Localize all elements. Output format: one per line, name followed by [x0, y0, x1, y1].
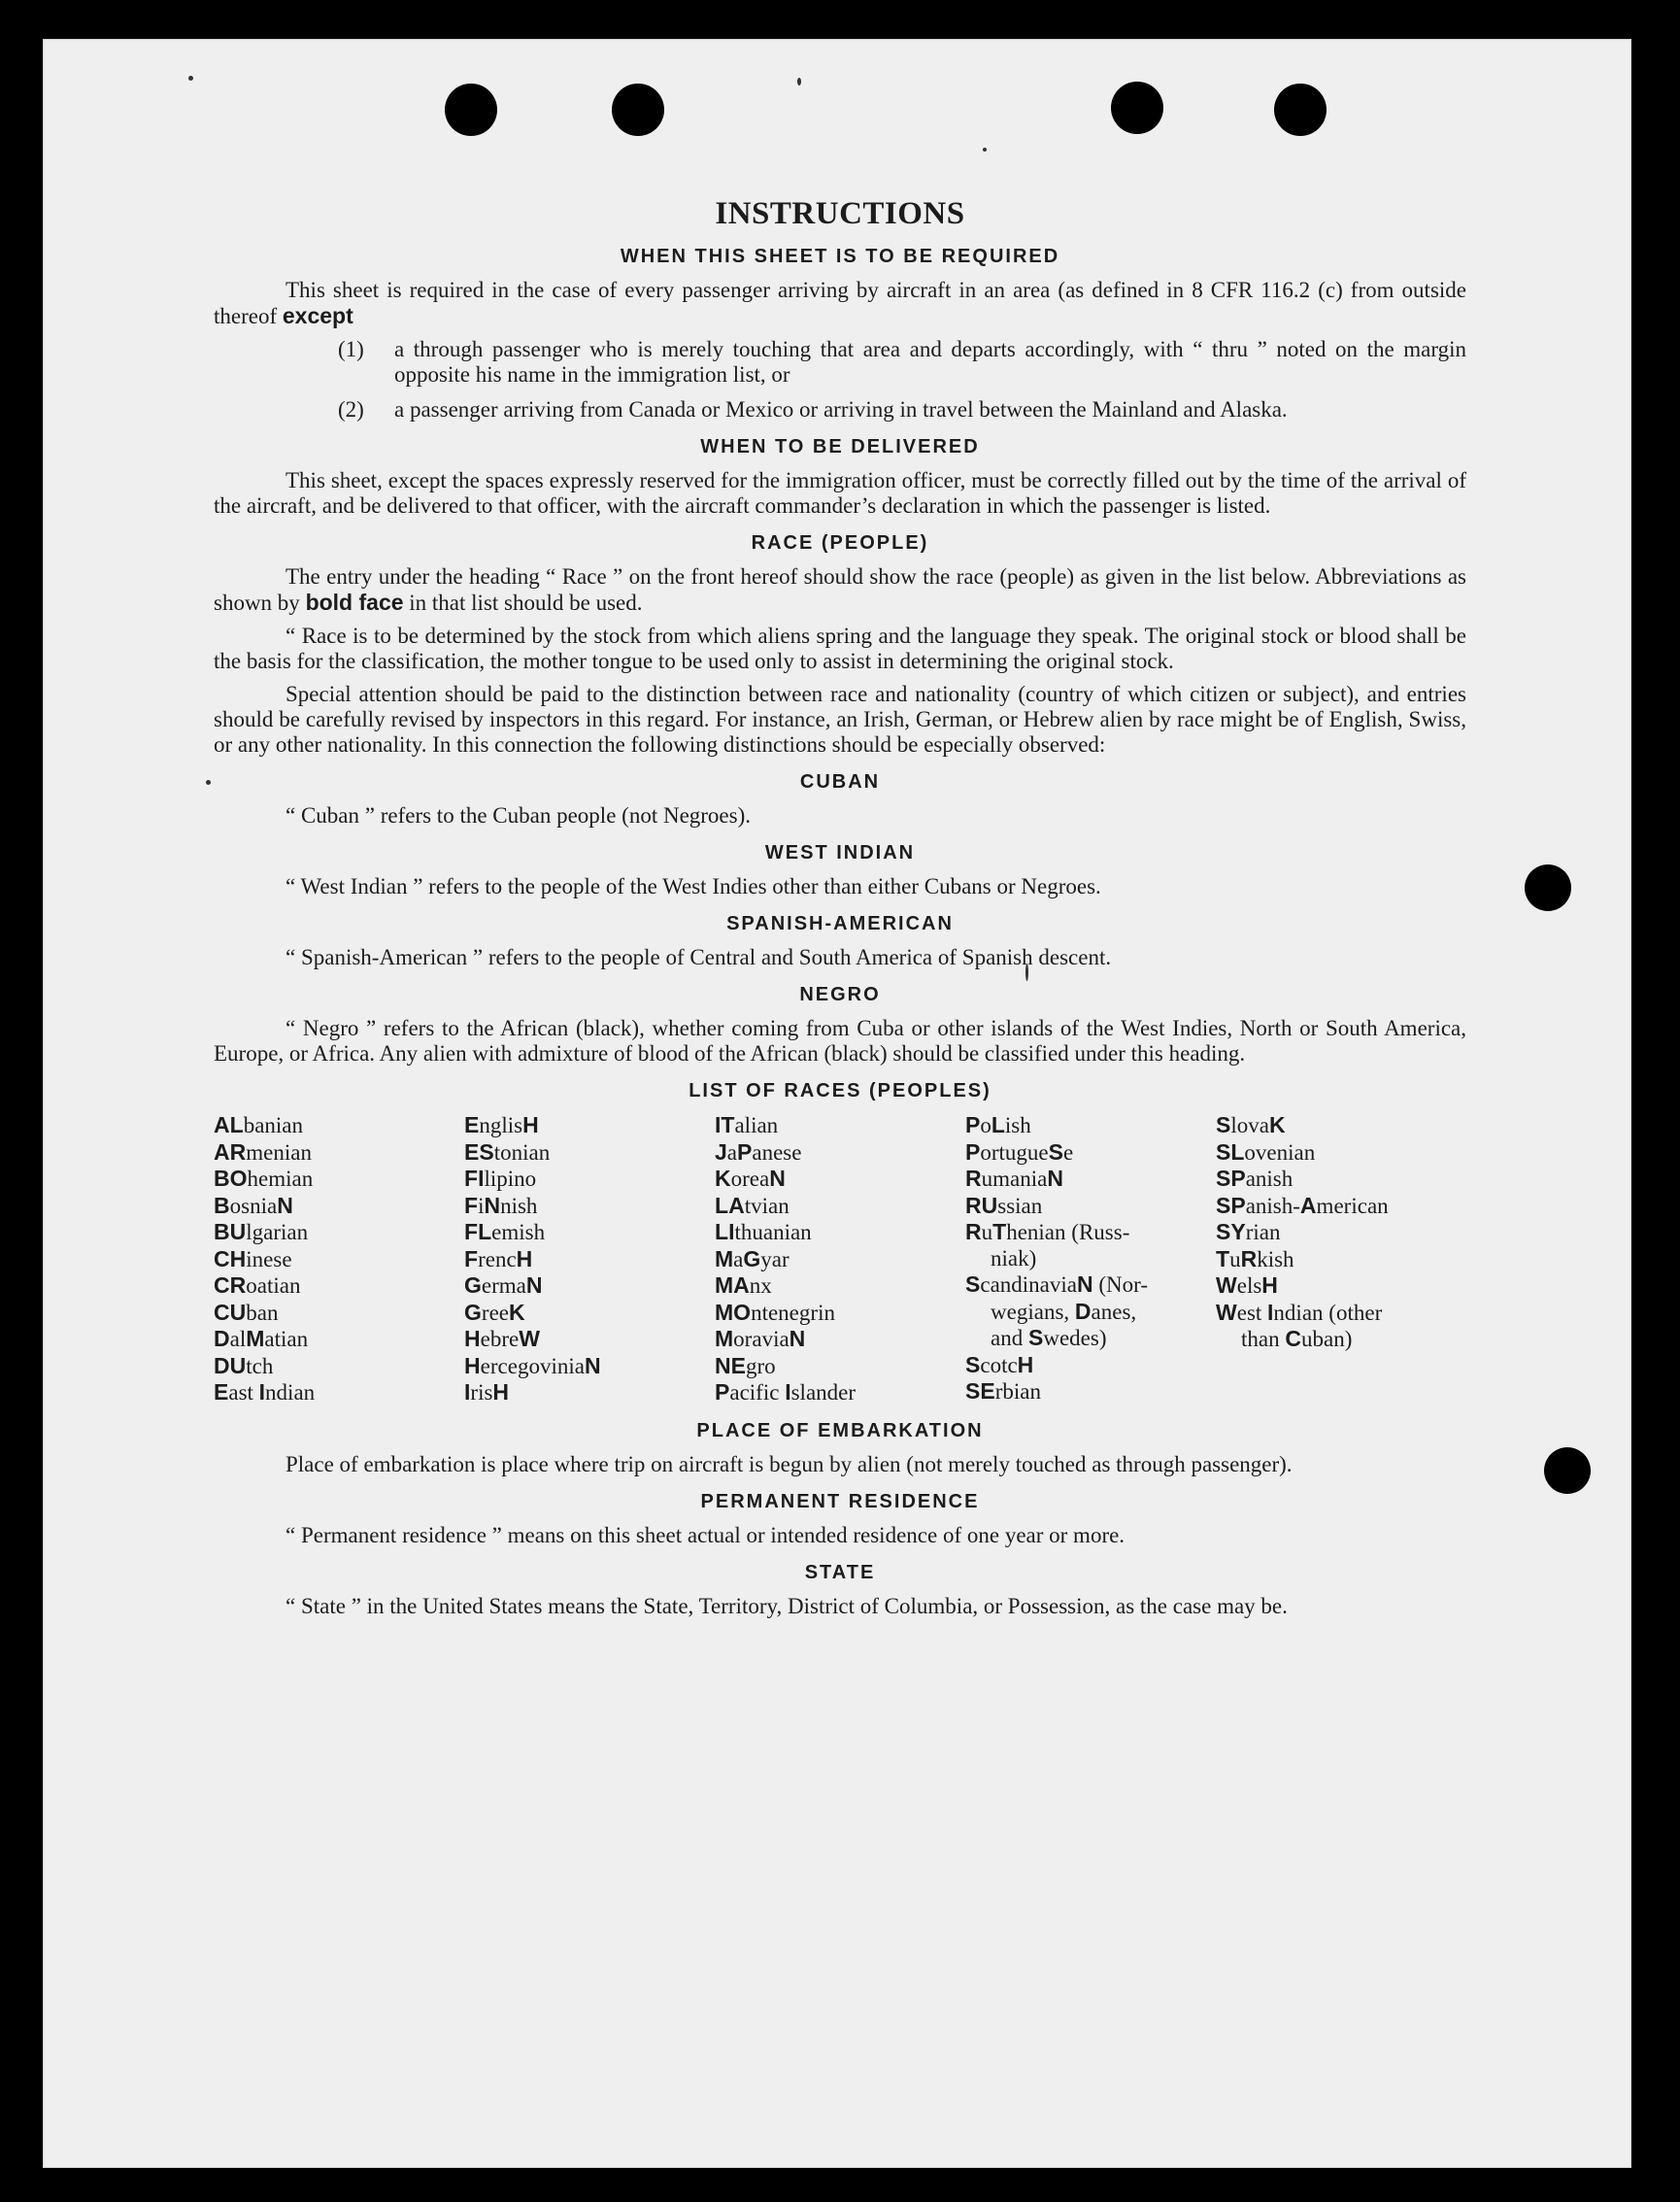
race-entry: JaPanese	[715, 1138, 802, 1165]
paragraph: “ Race is to be determined by the stock from which aliens spring and the language they speak. The original stock or blood shall be the basis for the classification, the mother tongue to be used only to assist in determining the original stock.	[214, 624, 1466, 673]
race-entry: FIlipino	[464, 1166, 537, 1191]
punch-hole	[1525, 864, 1571, 911]
race-entry: CHinese	[214, 1245, 292, 1271]
speck	[206, 780, 211, 785]
race-entry: FrencH	[464, 1245, 533, 1271]
paragraph: The entry under the heading “ Race ” on the front hereof should show the race (people) as given in the list below. Abbreviations as shown by bold face in that list should be used.	[214, 564, 1466, 615]
punch-hole	[1274, 84, 1327, 136]
race-entry: Pacific Islander	[715, 1379, 857, 1405]
race-entry: wegians, Danes,	[991, 1298, 1137, 1324]
race-entry: RuThenian (Russ-	[965, 1219, 1130, 1244]
race-column	[1216, 1112, 1466, 1406]
emphasis: except	[282, 303, 353, 328]
race-entry: FLemish	[464, 1219, 546, 1244]
race-entry: SlovaK	[1216, 1112, 1286, 1137]
section-heading: NEGRO	[799, 984, 881, 1005]
race-entry: ARmenian	[214, 1138, 312, 1165]
race-column	[464, 1112, 715, 1406]
list-item: (1) a through passenger who is merely touching that area and departs accordingly, with “ thru ” noted on the margin opposite his name in the immigration list, or	[338, 337, 1466, 387]
race-entry: and Swedes)	[991, 1325, 1107, 1350]
section-heading: STATE	[804, 1561, 876, 1583]
race-entry: CUban	[214, 1299, 279, 1325]
section-heading: SPANISH-AMERICAN	[726, 913, 954, 934]
race-entry: KoreaN	[715, 1166, 786, 1191]
paragraph: Place of embarkation is place where trip on aircraft is begun by alien (not merely touched as through passenger).	[286, 1451, 1293, 1476]
punch-hole	[1544, 1447, 1591, 1494]
punch-hole	[612, 84, 664, 136]
paragraph: “ Permanent residence ” means on this sheet actual or intended residence of one year or more.	[286, 1522, 1126, 1547]
race-entry: SLovenian	[1216, 1138, 1316, 1165]
race-entry: HercegoviniaN	[464, 1352, 601, 1378]
race-entry: MoraviaN	[715, 1326, 806, 1351]
race-entry: RumaniaN	[965, 1166, 1063, 1191]
race-entry: SYrian	[1216, 1219, 1281, 1244]
race-entry: SPanish	[1216, 1166, 1294, 1191]
paragraph: “ State ” in the United States means the State, Territory, District of Columbia, or Possession, as the case may be.	[286, 1593, 1288, 1618]
race-entry: BOhemian	[214, 1166, 314, 1191]
section-heading: PLACE OF EMBARKATION	[696, 1419, 984, 1441]
race-column	[214, 1112, 464, 1406]
page-title: INSTRUCTIONS	[715, 196, 965, 231]
paragraph: “ Cuban ” refers to the Cuban people (not Negroes).	[286, 803, 752, 828]
race-entry: HebreW	[464, 1326, 540, 1351]
races-list	[214, 1112, 1466, 1406]
paragraph: “ Negro ” refers to the African (black), whether coming from Cuba or other islands of the West Indies, North or South America, Europe, or Africa. Any alien with admixture of blood of the African (black) should be classified under this heading.	[214, 1016, 1466, 1066]
punch-hole	[445, 84, 497, 136]
race-entry: East Indian	[214, 1379, 316, 1405]
speck	[188, 76, 193, 81]
list-item: (2) a passenger arriving from Canada or Mexico or arriving in travel between the Mainland and Alaska.	[338, 397, 1288, 422]
race-entry: LAtvian	[715, 1192, 790, 1218]
section-heading: PERMANENT RESIDENCE	[700, 1490, 980, 1512]
race-entry: ScandinaviaN (Nor-	[965, 1271, 1149, 1297]
race-entry: TuRkish	[1216, 1245, 1294, 1271]
race-entry: RUssian	[965, 1192, 1043, 1218]
emphasis: bold face	[305, 590, 404, 615]
race-entry: ScotcH	[965, 1351, 1034, 1377]
race-entry: MOntenegrin	[715, 1299, 835, 1325]
race-entry: MaGyar	[715, 1245, 790, 1271]
race-entry: CRoatian	[214, 1272, 301, 1298]
race-entry: West Indian (other	[1216, 1299, 1383, 1325]
punch-hole	[1111, 82, 1163, 134]
race-entry: FiNnish	[464, 1192, 538, 1218]
paragraph: “ West Indian ” refers to the people of the West Indies other than either Cubans or Negroes.	[286, 874, 1101, 898]
paragraph: This sheet is required in the case of every passenger arriving by aircraft in an area (as defined in 8 CFR 116.2 (c) from outside thereof except	[214, 278, 1466, 328]
section-heading: RACE (PEOPLE)	[751, 532, 929, 554]
race-entry: MAnx	[715, 1272, 772, 1298]
section-heading: LIST OF RACES (PEOPLES)	[689, 1080, 991, 1101]
race-entry: ALbanian	[214, 1112, 304, 1137]
section-heading: CUBAN	[799, 771, 881, 793]
race-entry: ITalian	[715, 1112, 779, 1137]
paragraph: “ Spanish-American ” refers to the people of Central and South America of Spanish descent.	[286, 945, 1112, 969]
race-entry: than Cuban)	[1241, 1326, 1353, 1351]
race-entry: EStonian	[464, 1138, 551, 1165]
race-entry: EnglisH	[464, 1112, 539, 1137]
race-entry: DalMatian	[214, 1326, 309, 1351]
speck	[797, 78, 801, 85]
race-entry: GermaN	[464, 1272, 543, 1298]
race-entry: LIthuanian	[715, 1219, 812, 1244]
paragraph: Special attention should be paid to the distinction between race and nationality (country of which citizen or subject), and entries should be carefully revised by inspectors in this regard. For instance, an Irish, German, or Hebrew alien by race might be of English, Swiss, or any other nationality. In this connection the following distinctions should be especially observed:	[214, 682, 1466, 757]
race-entry: BUlgarian	[214, 1219, 309, 1244]
paragraph: This sheet, except the spaces expressly reserved for the immigration officer, must be correctly filled out by the time of the arrival of the aircraft, and be delivered to that officer, with the aircraft commander’s declaration in which the passenger is listed.	[214, 468, 1466, 518]
race-entry: IrisH	[464, 1379, 510, 1405]
section-heading: WHEN THIS SHEET IS TO BE REQUIRED	[620, 246, 1060, 267]
race-entry: BosniaN	[214, 1192, 293, 1218]
section-heading: WEST INDIAN	[764, 842, 916, 864]
race-entry: SPanish-American	[1216, 1192, 1389, 1218]
race-column	[965, 1112, 1216, 1406]
race-entry: PortugueSe	[965, 1138, 1074, 1165]
race-entry: DUtch	[214, 1352, 274, 1378]
race-entry: SErbian	[965, 1378, 1041, 1404]
race-entry: NEgro	[715, 1352, 776, 1378]
race-entry: PoLish	[965, 1112, 1031, 1137]
section-heading: WHEN TO BE DELIVERED	[700, 436, 980, 457]
race-entry: GreeK	[464, 1299, 525, 1325]
race-entry: niak)	[991, 1245, 1037, 1270]
race-column	[715, 1112, 965, 1406]
instructions-content	[214, 152, 1466, 1627]
document-page	[43, 39, 1631, 2168]
race-entry: WelsH	[1216, 1272, 1278, 1298]
